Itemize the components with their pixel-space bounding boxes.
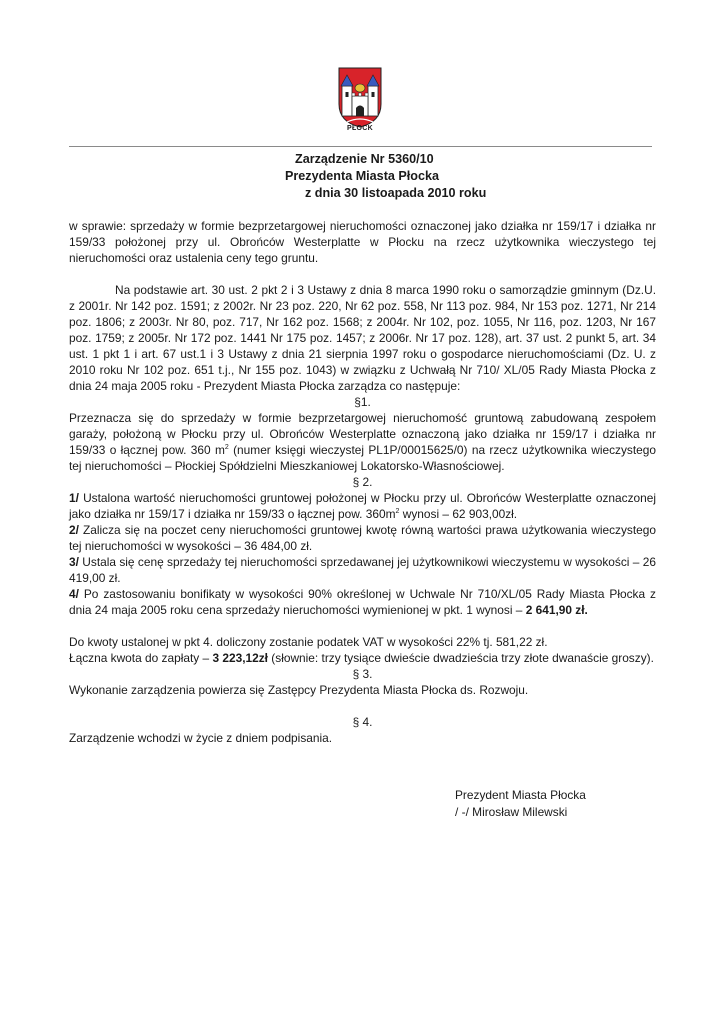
section-2-point-4 [69,586,656,618]
subject-paragraph [69,218,656,266]
point-3-text: Ustala się cenę sprzedaży tej nieruchomości sprzedawanej jej użytkownikowi wieczystemu w wysokości – 26 419,00 zł. [69,555,656,585]
point-1-text-a: Ustalona wartość nieruchomości gruntowej położonej w Płocku przy ul. Obrońców Westerplatte oznaczonej jako działka nr 159/17 i działka nr 159/33 o łącznej pow. 360m [69,491,656,521]
point-4-text: Po zastosowaniu bonifikaty w wysokości 90% określonej w Uchwale Nr 710/XL/05 Rady Miasta Płocka z dnia 24 maja 2005 roku cena sprzedaży nieruchomości wymienionej w pkt. 1 wynosi – [69,587,656,617]
document-issuer: Prezydenta Miasta Płocka [285,169,439,183]
point-1-number: 1/ [69,491,79,505]
point-2-number: 2/ [69,523,79,537]
unit-superscript: 2 [224,444,229,451]
header-divider [69,146,652,147]
section-1-text [69,410,656,474]
total-suffix: (słownie: trzy tysiące dwieście dwadzieścia trzy złote dwanaście groszy). [267,651,654,665]
signature-name: / -/ Mirosław Milewski [455,805,568,819]
point-4-amount: 2 641,90 zł. [525,603,588,617]
total-amount: 3 223,12zł [212,651,268,665]
section-4-text: Zarządzenie wchodzi w życie z dniem podpisania. [69,731,333,745]
signature-title: Prezydent Miasta Płocka [455,788,586,802]
total-amount-text [69,650,656,666]
document-date: z dnia 30 listoapada 2010 roku [305,186,487,200]
main-content [69,282,656,746]
section-2-heading: § 2. [352,475,373,489]
section-2-point-2 [69,522,656,554]
signature-block [455,787,586,821]
city-crest-icon [337,66,383,128]
total-prefix: Łączna kwota do zapłaty – [69,651,213,665]
section-3-heading: § 3. [352,667,373,681]
section-1-text-a: Przeznacza się do sprzedaży w formie bezprzetargowej nieruchomość gruntową zabudowaną zespołem garaży, położoną w Płocku przy ul. Obrońców Westerplatte oznaczoną jako działka nr 159/17 i działka nr 159/33 o łącznej pow. 360 m [69,411,656,457]
section-2-point-3 [69,554,656,586]
section-3-text: Wykonanie zarządzenia powierza się Zastępcy Prezydenta Miasta Płocka ds. Rozwoju. [69,683,529,697]
point-3-number: 3/ [69,555,79,569]
point-1-text-b: wynosi – 62 903,00zł. [399,507,518,521]
section-2-point-1 [69,490,656,522]
section-1-heading: §1. [354,395,371,409]
point-4-number: 4/ [69,587,79,601]
section-4-heading: § 4. [352,715,373,729]
section-1-text-b: (numer księgi wieczystej PL1P/00015625/0) na rzecz użytkownika wieczystego tej nieruchomości – Płockiej Spółdzielni Mieszkaniowej Lokatorsko-Własnościowej. [69,443,656,473]
crest-label: PŁOCK [347,125,373,132]
subject-text: w sprawie: sprzedaży w formie bezprzetargowej nieruchomości oznaczonej jako działka nr 159/17 i działka nr 159/33 położonej przy ul. Obrońców Westerplatte w Płocku na rzecz użytkownika wieczystego tej nieruchomości oraz ustalenia ceny tego gruntu. [69,219,656,265]
legal-basis-text: Na podstawie art. 30 ust. 2 pkt 2 i 3 Ustawy z dnia 8 marca 1990 roku o samorządzie gminnym (Dz.U. z 2001r. Nr 142 poz. 1591; z 2002r. Nr 23 poz. 220, Nr 62 poz. 558, Nr 113 poz. 984, Nr 153 poz. 1271, Nr 214 poz. 1806; z 2003r. Nr 80, poz. 717, Nr 162 poz. 1568; z 2004r. Nr 102, poz. 1055, Nr 116, poz. 1203, Nr 167 poz. 1759; z 2005r. Nr 172 poz. 1441 Nr 175 poz. 1457; z 2006r. Nr 17 poz. 128), art. 37 ust. 2 punkt 5, art. 34 ust. 1 pkt 1 i art. 67 ust.1 i 3 Ustawy z dnia 21 sierpnia 1997 roku o gospodarce nieruchomościami (Dz. U. z 2010 roku Nr 102 poz. 651 t.j., Nr 155 poz. 1043) w związku z Uchwałą Nr 710/ XL/05 Rady Miasta Płocka z dnia 24 maja 2005 roku - Prezydent Miasta Płocka zarządza co następuje: [69,283,656,393]
point-2-text: Zalicza się na poczet ceny nieruchomości gruntowej kwotę równą wartości prawa użytkowania wieczystego tej nieruchomości w wysokości – 36 484,00 zł. [69,523,656,553]
document-title: Zarządzenie Nr 5360/10 [295,152,434,166]
unit-superscript: 2 [395,508,400,515]
vat-text: Do kwoty ustalonej w pkt 4. doliczony zostanie podatek VAT w wysokości 22% tj. 581,22 zł. [69,635,548,649]
